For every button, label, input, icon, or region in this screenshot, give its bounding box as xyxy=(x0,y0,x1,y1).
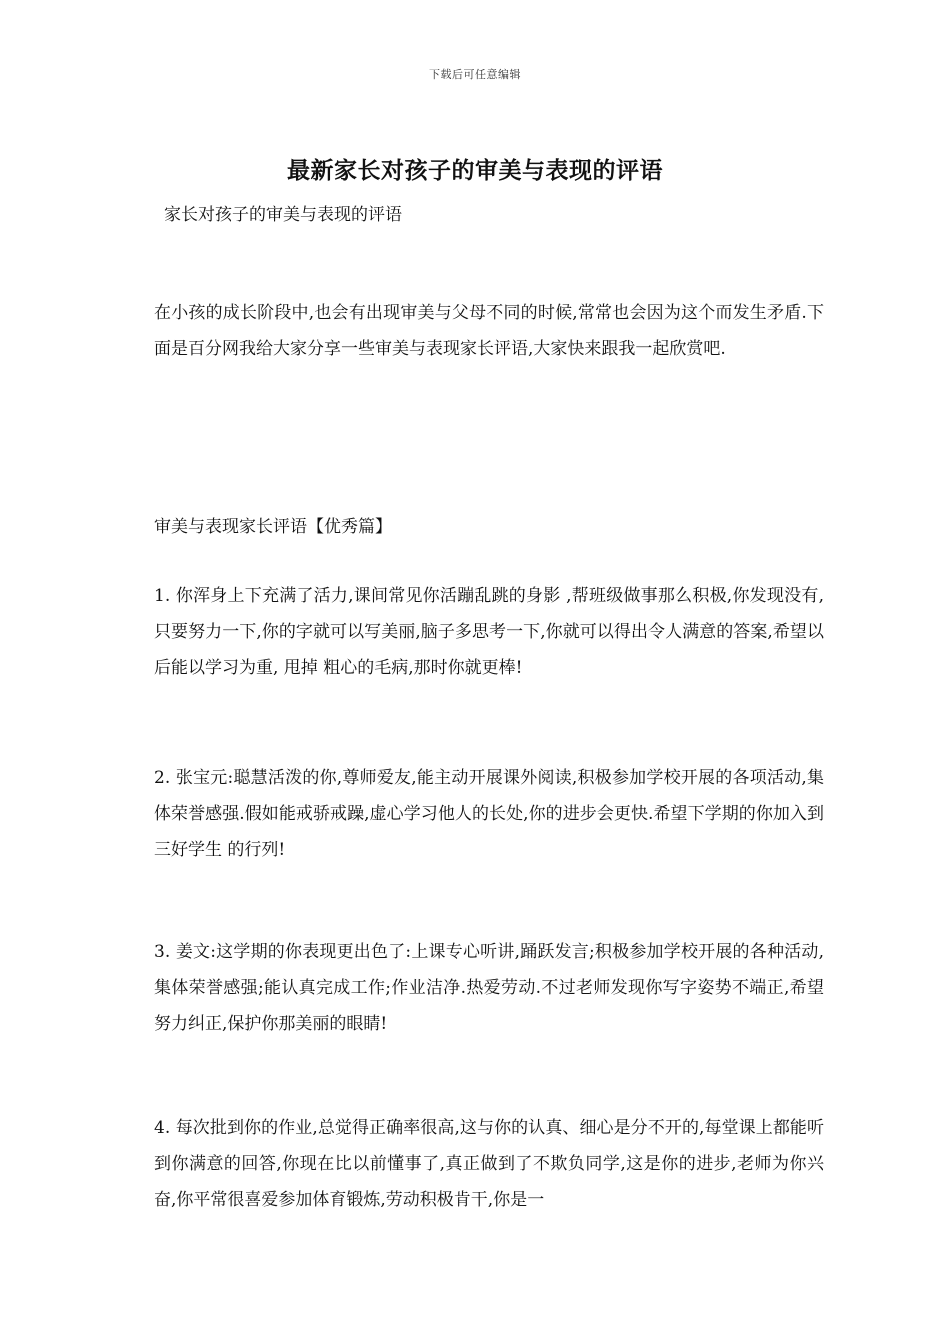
section-heading: 审美与表现家长评语【优秀篇】 xyxy=(154,517,392,537)
comment-item-2: 2. 张宝元:聪慧活泼的你,尊师爱友,能主动开展课外阅读,积极参加学校开展的各项活动,集体荣誉感强.假如能戒骄戒躁,虚心学习他人的长处,你的进步会更快.希望下学期的你加入到 三好学生 的行列! xyxy=(154,768,824,860)
comment-item-1: 1. 你浑身上下充满了活力,课间常见你活蹦乱跳的身影 ,帮班级做事那么积极,你发现没有,只要努力一下,你的字就可以写美丽,脑子多思考一下,你就可以得出令人满意的答案,希望以后能以学习为重, 甩掉 粗心的毛病,那时你就更棒! xyxy=(154,586,824,678)
intro-paragraph: 在小孩的成长阶段中,也会有出现审美与父母不同的时候,常常也会因为这个而发生矛盾.下面是百分网我给大家分享一些审美与表现家长评语,大家快来跟我一起欣赏吧. xyxy=(154,303,824,359)
document-title: 最新家长对孩子的审美与表现的评语 xyxy=(287,157,663,184)
comment-item-3: 3. 姜文:这学期的你表现更出色了:上课专心听讲,踊跃发言;积极参加学校开展的各种活动,集体荣誉感强;能认真完成工作;作业洁净.热爱劳动.不过老师发现你写字姿势不端正,希望努力纠正,保护你那美丽的眼睛! xyxy=(154,942,824,1034)
header-note: 下载后可任意编辑 xyxy=(429,68,521,81)
comment-item-4: 4. 每次批到你的作业,总觉得正确率很高,这与你的认真、细心是分不开的,每堂课上都能听到你满意的回答,你现在比以前懂事了,真正做到了不欺负同学,这是你的进步,老师为你兴奋,你平常很喜爱参加体育锻炼,劳动积极肯干,你是一 xyxy=(154,1118,824,1210)
document-subtitle: 家长对孩子的审美与表现的评语 xyxy=(164,205,402,225)
